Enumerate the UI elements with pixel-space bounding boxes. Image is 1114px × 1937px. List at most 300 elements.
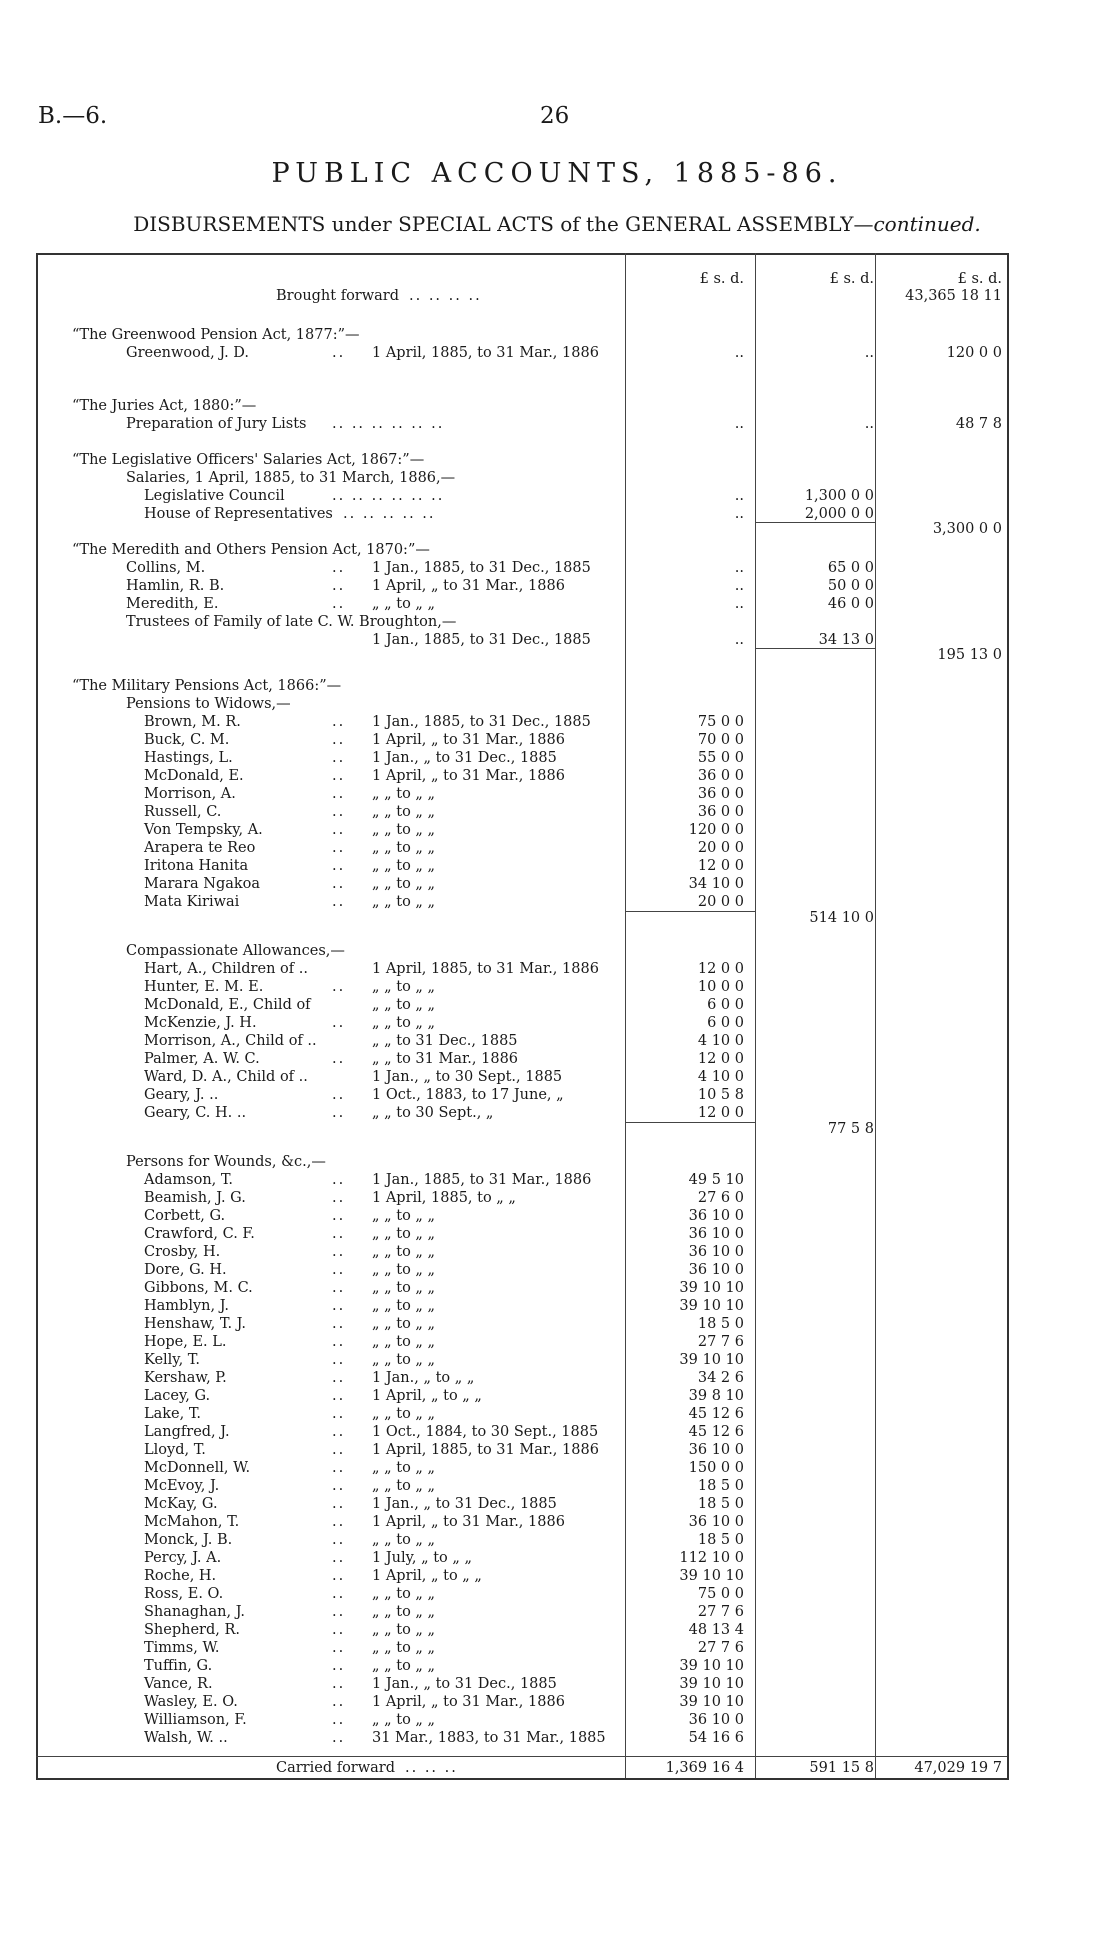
row-period: „ „ to „ „ (372, 876, 436, 892)
row-period: „ „ to „ „ (372, 1586, 436, 1602)
amount-col1: 36 10 0 (688, 1514, 744, 1530)
ledger-row (36, 1387, 1006, 1405)
ledger-row (36, 1423, 1006, 1441)
amount-col1: 39 10 10 (679, 1352, 744, 1368)
amount-col2: 34 13 0 (818, 632, 874, 648)
amount-col1: .. (734, 416, 744, 432)
leader-dots: .. (332, 1658, 346, 1674)
row-label: Monck, J. B. (144, 1532, 233, 1548)
amount-col1: .. (734, 632, 744, 648)
leader-dots: .. (332, 840, 346, 856)
row-label: Pensions to Widows,— (126, 696, 291, 712)
row-period: „ „ to „ „ (372, 1478, 436, 1494)
amount-col1: 27 7 6 (697, 1334, 744, 1350)
leader-dots: .. (332, 1087, 346, 1103)
ledger-row (36, 713, 1006, 731)
row-label: Legislative Council (144, 488, 285, 504)
row-label: Arapera te Reo (144, 840, 256, 856)
leader-dots: .. (332, 768, 346, 784)
ledger-row (36, 731, 1006, 749)
row-period: 1 April, „ to 31 Mar., 1886 (372, 768, 565, 784)
row-label: Hope, E. L. (144, 1334, 227, 1350)
row-label: Hastings, L. (144, 750, 233, 766)
leader-dots: .. (332, 1478, 346, 1494)
row-label: Corbett, G. (144, 1208, 226, 1224)
ledger-row (36, 344, 1006, 362)
amount-col3: 47,029 19 7 (914, 1760, 1002, 1776)
amount-col1: 112 10 0 (679, 1550, 744, 1566)
ledger-row (36, 857, 1006, 875)
row-period: 1 Oct., 1883, to 17 June, „ (372, 1087, 564, 1103)
ledger-row (36, 1603, 1006, 1621)
amount-col3: 120 0 0 (946, 345, 1002, 361)
row-label: Kershaw, P. (144, 1370, 227, 1386)
row-label: Vance, R. (144, 1676, 213, 1692)
row-label: “The Meredith and Others Pension Act, 1870:”— (72, 542, 430, 558)
row-period: 1 April, „ to „ „ (372, 1388, 482, 1404)
amount-col1: 70 0 0 (697, 732, 744, 748)
row-period: „ „ to „ „ (372, 1226, 436, 1242)
ledger-row (36, 397, 1006, 415)
amount-col1: 39 10 10 (679, 1280, 744, 1296)
amount-col1: 45 12 6 (688, 1424, 744, 1440)
amount-col2: 2,000 0 0 (804, 506, 874, 522)
ledger-row (36, 1243, 1006, 1261)
row-period: „ „ to „ „ (372, 596, 436, 612)
ledger-row (36, 520, 1006, 538)
row-period: 1 Jan., 1885, to 31 Dec., 1885 (372, 714, 591, 730)
page-subtitle (0, 212, 1114, 236)
row-label: Lake, T. (144, 1406, 202, 1422)
amount-col1: 39 10 10 (679, 1694, 744, 1710)
row-label: Geary, C. H. .. (144, 1105, 247, 1121)
amount-col1: 12 0 0 (697, 1051, 744, 1067)
ledger-row (36, 1621, 1006, 1639)
leader-dots: .. (332, 1298, 346, 1314)
ledger-row (36, 451, 1006, 469)
row-label: Hunter, E. M. E. (144, 979, 264, 995)
leader-dots: .. (332, 804, 346, 820)
row-period: 1 April, „ to 31 Mar., 1886 (372, 732, 565, 748)
row-period: „ „ to „ „ (372, 1208, 436, 1224)
row-period: „ „ to „ „ (372, 1262, 436, 1278)
row-label: Marara Ngakoa (144, 876, 261, 892)
row-label: Greenwood, J. D. (126, 345, 250, 361)
leader-dots: .. .. .. .. .. (343, 506, 436, 522)
amount-col1: 10 0 0 (697, 979, 744, 995)
amount-col1: 49 5 10 (688, 1172, 744, 1188)
amount-col1: 36 10 0 (688, 1208, 744, 1224)
amount-col1: 18 5 0 (697, 1478, 744, 1494)
row-label: Adamson, T. (144, 1172, 234, 1188)
row-label: Morrison, A. (144, 786, 236, 802)
ledger-row (36, 577, 1006, 595)
leader-dots: .. (332, 1604, 346, 1620)
row-label: Crosby, H. (144, 1244, 221, 1260)
leader-dots: .. (332, 1568, 346, 1584)
ledger-row (36, 1120, 1006, 1138)
col2-header: £ s. d. (829, 271, 874, 287)
leader-dots: .. (332, 1015, 346, 1031)
amount-col1: 39 10 10 (679, 1658, 744, 1674)
row-period: „ „ to 30 Sept., „ (372, 1105, 494, 1121)
row-period: 1 Jan., „ to 31 Dec., 1885 (372, 1676, 557, 1692)
leader-dots: .. (332, 750, 346, 766)
ledger-row (36, 1333, 1006, 1351)
amount-col1: 36 10 0 (688, 1262, 744, 1278)
row-label: McMahon, T. (144, 1514, 240, 1530)
ledger-row (36, 1086, 1006, 1104)
leader-dots: .. (332, 1550, 346, 1566)
leader-dots: .. (332, 1244, 346, 1260)
row-period: 1 April, „ to 31 Mar., 1886 (372, 1694, 565, 1710)
amount-col1: .. (734, 578, 744, 594)
row-period: „ „ to „ „ (372, 1244, 436, 1260)
amount-col2: .. (864, 416, 874, 432)
amount-col3: 48 7 8 (955, 416, 1002, 432)
row-label: Russell, C. (144, 804, 222, 820)
ledger-row (36, 1657, 1006, 1675)
row-period: „ „ to „ „ (372, 1640, 436, 1656)
amount-col1: .. (734, 488, 744, 504)
ledger-row (36, 1459, 1006, 1477)
row-label: Geary, J. .. (144, 1087, 219, 1103)
amount-col1: 36 0 0 (697, 768, 744, 784)
row-label: Walsh, W. .. (144, 1730, 228, 1746)
ledger-row (36, 1405, 1006, 1423)
ledger-row (36, 469, 1006, 487)
ledger-row (36, 839, 1006, 857)
ledger-row (36, 1369, 1006, 1387)
ledger-row (36, 875, 1006, 893)
ledger-row (36, 821, 1006, 839)
amount-col2: 591 15 8 (809, 1760, 874, 1776)
amount-col1: 36 0 0 (697, 786, 744, 802)
row-label: Von Tempsky, A. (144, 822, 263, 838)
row-label: Trustees of Family of late C. W. Broughton,— (126, 614, 457, 630)
amount-col1: 45 12 6 (688, 1406, 744, 1422)
leader-dots: .. (332, 1640, 346, 1656)
leader-dots: .. (332, 1694, 346, 1710)
amount-col1: 39 10 10 (679, 1298, 744, 1314)
row-label: Wasley, E. O. (144, 1694, 238, 1710)
ledger-row (36, 1279, 1006, 1297)
ledger-row (36, 1171, 1006, 1189)
row-period: „ „ to „ „ (372, 1406, 436, 1422)
amount-col1: .. (734, 345, 744, 361)
ledger-row (36, 1050, 1006, 1068)
ledger-row (36, 1153, 1006, 1171)
leader-dots: .. (332, 345, 346, 361)
ledger-row (36, 1495, 1006, 1513)
leader-dots: .. (332, 1352, 346, 1368)
row-period: „ „ to „ „ (372, 840, 436, 856)
col3-header: £ s. d. (957, 271, 1002, 287)
leader-dots: .. (332, 1334, 346, 1350)
row-period: „ „ to „ „ (372, 894, 436, 910)
row-period: „ „ to „ „ (372, 997, 436, 1013)
ledger-row (36, 1014, 1006, 1032)
amount-col1: 55 0 0 (697, 750, 744, 766)
ledger-row (36, 1585, 1006, 1603)
leader-dots: .. (332, 1316, 346, 1332)
leader-dots: .. .. .. (405, 1760, 458, 1776)
ledger-row (36, 749, 1006, 767)
row-label: Williamson, F. (144, 1712, 247, 1728)
amount-col1: 6 0 0 (707, 997, 744, 1013)
row-label: Preparation of Jury Lists (126, 416, 307, 432)
row-label: “The Military Pensions Act, 1866:”— (72, 678, 342, 694)
ledger-row (36, 677, 1006, 695)
amount-col1: 75 0 0 (697, 714, 744, 730)
row-period: „ „ to „ „ (372, 1015, 436, 1031)
leader-dots: .. (332, 1190, 346, 1206)
row-label: “The Greenwood Pension Act, 1877:”— (72, 327, 360, 343)
row-period: 1 Jan., „ to 30 Sept., 1885 (372, 1069, 563, 1085)
row-period: 1 Jan., 1885, to 31 Mar., 1886 (372, 1172, 592, 1188)
leader-dots: .. (332, 1262, 346, 1278)
leader-dots: .. (332, 714, 346, 730)
amount-col1: 12 0 0 (697, 858, 744, 874)
ledger-row (36, 1729, 1006, 1747)
row-label: Salaries, 1 April, 1885, to 31 March, 1886,— (126, 470, 456, 486)
ledger-row (36, 541, 1006, 559)
leader-dots: .. .. .. .. (409, 288, 482, 304)
row-period: 31 Mar., 1883, to 31 Mar., 1885 (372, 1730, 606, 1746)
leader-dots: .. (332, 1712, 346, 1728)
amount-col1: 27 7 6 (697, 1640, 744, 1656)
row-period: „ „ to „ „ (372, 1334, 436, 1350)
column-headers (36, 270, 1006, 288)
row-period: „ „ to „ „ (372, 1298, 436, 1314)
amount-col1: 48 13 4 (688, 1622, 744, 1638)
row-period: 1 Jan., „ to 31 Dec., 1885 (372, 1496, 557, 1512)
leader-dots: .. (332, 560, 346, 576)
amount-col1: 27 6 0 (697, 1190, 744, 1206)
amount-col1: 4 10 0 (697, 1033, 744, 1049)
page-number: 26 (540, 103, 570, 129)
ledger-row (36, 613, 1006, 631)
row-label: Carried forward (276, 1760, 396, 1776)
ledger-row (36, 1531, 1006, 1549)
leader-dots: .. (332, 1424, 346, 1440)
row-period: „ „ to „ „ (372, 1712, 436, 1728)
ledger-row (36, 595, 1006, 613)
amount-col2: 46 0 0 (827, 596, 874, 612)
row-label: McDonnell, W. (144, 1460, 251, 1476)
ledger-row (36, 1549, 1006, 1567)
leader-dots: .. (332, 1172, 346, 1188)
row-label: Meredith, E. (126, 596, 219, 612)
amount-col1: 6 0 0 (707, 1015, 744, 1031)
amount-col3: 3,300 0 0 (932, 521, 1002, 537)
ledger-row (36, 1225, 1006, 1243)
leader-dots: .. (332, 1105, 346, 1121)
row-period: „ „ to „ „ (372, 1622, 436, 1638)
amount-col2: 77 5 8 (827, 1121, 874, 1137)
leader-dots: .. .. .. .. .. .. (332, 488, 445, 504)
amount-col2: 1,300 0 0 (804, 488, 874, 504)
row-label: Ward, D. A., Child of .. (144, 1069, 308, 1085)
amount-col1: 120 0 0 (688, 822, 744, 838)
amount-col2: 514 10 0 (809, 910, 874, 926)
subtitle-continued: continued. (873, 212, 981, 236)
row-label: Lloyd, T. (144, 1442, 206, 1458)
row-label: Kelly, T. (144, 1352, 200, 1368)
row-label: Brown, M. R. (144, 714, 241, 730)
leader-dots: .. (332, 876, 346, 892)
ledger-row (36, 1297, 1006, 1315)
amount-col2: .. (864, 345, 874, 361)
ledger-row (36, 803, 1006, 821)
row-period: 1 April, 1885, to „ „ (372, 1190, 516, 1206)
ledger-row (36, 1477, 1006, 1495)
row-period: „ „ to „ „ (372, 1316, 436, 1332)
row-period: „ „ to „ „ (372, 1532, 436, 1548)
ledger-row (36, 1189, 1006, 1207)
row-label: Timms, W. (144, 1640, 220, 1656)
row-label: Langfred, J. (144, 1424, 230, 1440)
amount-col1: 36 10 0 (688, 1244, 744, 1260)
ledger-row (36, 415, 1006, 433)
amount-col1: 34 10 0 (688, 876, 744, 892)
ledger-row (36, 1675, 1006, 1693)
amount-col1: 1,369 16 4 (665, 1760, 744, 1776)
row-label: House of Representatives (144, 506, 333, 522)
row-label: Buck, C. M. (144, 732, 230, 748)
leader-dots: .. (332, 1370, 346, 1386)
ledger-row (36, 1032, 1006, 1050)
amount-col1: 36 0 0 (697, 804, 744, 820)
row-period: „ „ to „ „ (372, 1604, 436, 1620)
amount-col1: 150 0 0 (688, 1460, 744, 1476)
row-period: „ „ to „ „ (372, 1658, 436, 1674)
row-label: Shepherd, R. (144, 1622, 241, 1638)
ledger-row (36, 326, 1006, 344)
ledger-row (36, 942, 1006, 960)
row-period: 1 July, „ to „ „ (372, 1550, 473, 1566)
row-period: 1 Jan., 1885, to 31 Dec., 1885 (372, 560, 591, 576)
row-label: Persons for Wounds, &c.,— (126, 1154, 326, 1170)
amount-col1: 10 5 8 (697, 1087, 744, 1103)
row-period: 1 Jan., „ to 31 Dec., 1885 (372, 750, 557, 766)
page-title: PUBLIC ACCOUNTS, 1885-86. (271, 158, 843, 189)
row-period: „ „ to „ „ (372, 1280, 436, 1296)
amount-col2: 65 0 0 (827, 560, 874, 576)
amount-col1: 36 10 0 (688, 1442, 744, 1458)
leader-dots: .. (332, 1388, 346, 1404)
row-period: 1 April, 1885, to 31 Mar., 1886 (372, 345, 599, 361)
amount-col1: 54 16 6 (688, 1730, 744, 1746)
amount-col1: 20 0 0 (697, 840, 744, 856)
subtitle-text: DISBURSEMENTS under SPECIAL ACTS of the GENERAL ASSEMBLY— (133, 212, 874, 236)
row-period: „ „ to „ „ (372, 804, 436, 820)
ledger-row (36, 1261, 1006, 1279)
row-label: McKay, G. (144, 1496, 218, 1512)
row-label: Mata Kiriwai (144, 894, 240, 910)
row-period: 1 April, 1885, to 31 Mar., 1886 (372, 1442, 599, 1458)
amount-col1: 39 10 10 (679, 1568, 744, 1584)
leader-dots: .. (332, 578, 346, 594)
amount-col1: .. (734, 506, 744, 522)
row-period: „ „ to „ „ (372, 786, 436, 802)
amount-col1: 18 5 0 (697, 1532, 744, 1548)
row-period: 1 Oct., 1884, to 30 Sept., 1885 (372, 1424, 599, 1440)
leader-dots: .. (332, 786, 346, 802)
amount-col1: 12 0 0 (697, 1105, 744, 1121)
row-label: Beamish, J. G. (144, 1190, 246, 1206)
amount-col1: 20 0 0 (697, 894, 744, 910)
leader-dots: .. (332, 894, 346, 910)
document-reference: B.—6. (38, 103, 108, 129)
amount-col2: 50 0 0 (827, 578, 874, 594)
row-label: “The Juries Act, 1880:”— (72, 398, 257, 414)
row-period: 1 Jan., „ to „ „ (372, 1370, 475, 1386)
leader-dots: .. (332, 1676, 346, 1692)
leader-dots: .. (332, 858, 346, 874)
row-period: 1 April, „ to 31 Mar., 1886 (372, 1514, 565, 1530)
row-label: Morrison, A., Child of .. (144, 1033, 317, 1049)
row-label: Hart, A., Children of .. (144, 961, 308, 977)
ledger-row (36, 978, 1006, 996)
row-label: Iritona Hanita (144, 858, 249, 874)
row-period: „ „ to 31 Mar., 1886 (372, 1051, 519, 1067)
amount-col1: .. (734, 596, 744, 612)
ledger-row (36, 646, 1006, 664)
amount-col1: 18 5 0 (697, 1496, 744, 1512)
ledger-row (36, 909, 1006, 927)
row-period: 1 April, „ to 31 Mar., 1886 (372, 578, 565, 594)
row-label: Tuffin, G. (144, 1658, 213, 1674)
ledger-row (36, 1351, 1006, 1369)
ledger-row (36, 1315, 1006, 1333)
row-label: Compassionate Allowances,— (126, 943, 345, 959)
ledger-row (36, 1441, 1006, 1459)
amount-col1: 36 10 0 (688, 1226, 744, 1242)
ledger-row (36, 1207, 1006, 1225)
leader-dots: .. (332, 732, 346, 748)
ledger-row (36, 960, 1006, 978)
leader-dots: .. .. .. .. .. .. (332, 416, 445, 432)
row-label: Collins, M. (126, 560, 206, 576)
leader-dots: .. (332, 1460, 346, 1476)
leader-dots: .. (332, 1226, 346, 1242)
amount-col1: 39 10 10 (679, 1676, 744, 1692)
row-label: McDonald, E. (144, 768, 244, 784)
row-label: Brought forward (276, 288, 400, 304)
row-label: Crawford, C. F. (144, 1226, 255, 1242)
ledger-row (36, 767, 1006, 785)
leader-dots: .. (332, 1622, 346, 1638)
ledger-row (36, 1693, 1006, 1711)
leader-dots: .. (332, 1514, 346, 1530)
leader-dots: .. (332, 979, 346, 995)
row-period: „ „ to „ „ (372, 1352, 436, 1368)
ledger-row (36, 695, 1006, 713)
row-label: Hamblyn, J. (144, 1298, 230, 1314)
row-period: „ „ to „ „ (372, 822, 436, 838)
row-period: „ „ to 31 Dec., 1885 (372, 1033, 518, 1049)
amount-col1: 27 7 6 (697, 1604, 744, 1620)
leader-dots: .. (332, 1586, 346, 1602)
amount-col1: 4 10 0 (697, 1069, 744, 1085)
ledger-row (36, 287, 1006, 305)
amount-col1: 75 0 0 (697, 1586, 744, 1602)
ledger-row (36, 996, 1006, 1014)
row-period: „ „ to „ „ (372, 1460, 436, 1476)
amount-col3: 43,365 18 11 (905, 288, 1002, 304)
leader-dots: .. (332, 1532, 346, 1548)
